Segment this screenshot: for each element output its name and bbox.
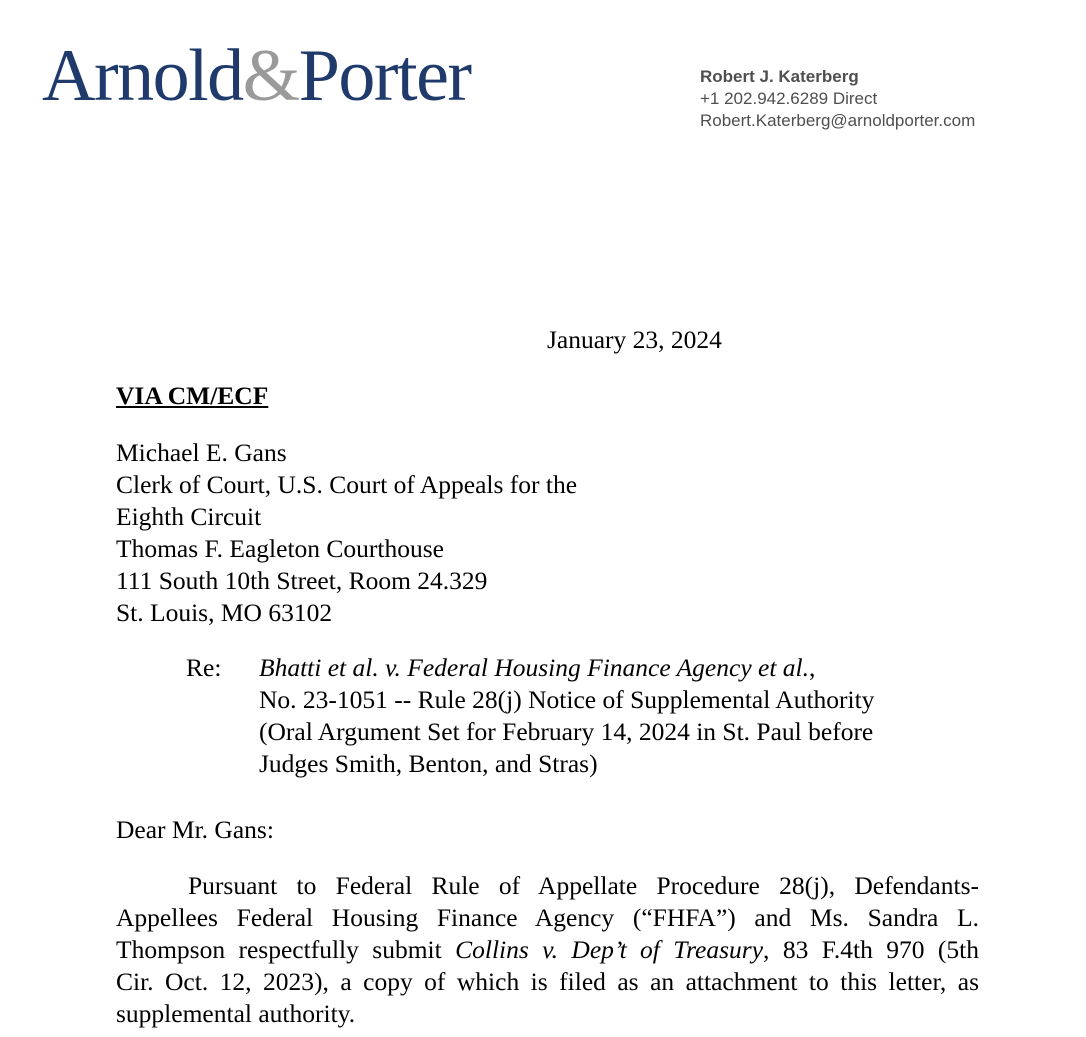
body-line: Cir. Oct. 12, 2023), a copy of which is filed as an attachment to this letter, as <box>116 967 979 996</box>
body-line: Pursuant to Federal Rule of Appellate Procedure 28(j), Defendants- <box>188 871 979 900</box>
sender-name: Robert J. Katerberg <box>700 67 859 86</box>
address-line: Michael E. Gans <box>116 438 287 467</box>
re-line: Judges Smith, Benton, and Stras) <box>259 749 598 778</box>
sender-phone: +1 202.942.6289 Direct <box>700 89 878 108</box>
body-line: Appellees Federal Housing Finance Agency (“FHFA”) and Ms. Sandra L. <box>116 903 979 932</box>
sender-email: Robert.Katerberg@arnoldporter.com <box>700 111 976 130</box>
body-text: Thompson respectfully submit <box>116 935 456 964</box>
re-label: Re: <box>186 653 222 682</box>
address-line: Clerk of Court, U.S. Court of Appeals for the <box>116 470 578 499</box>
sender-contact-block <box>700 66 975 132</box>
cited-case: Collins v. Dep’t of Treasury <box>455 935 764 964</box>
case-name-suffix: , <box>809 653 816 682</box>
salutation: Dear Mr. Gans: <box>116 815 274 844</box>
recipient-address <box>116 437 577 629</box>
letter-date: January 23, 2024 <box>547 325 722 354</box>
re-line-case <box>259 652 979 684</box>
re-line: (Oral Argument Set for February 14, 2024 in St. Paul before <box>259 717 874 746</box>
logo-text-porter: Porter <box>298 35 471 117</box>
logo-text-arnold: Arnold <box>42 35 243 117</box>
case-name: Bhatti et al. v. Federal Housing Finance Agency et al. <box>259 653 809 682</box>
body-text: , 83 F.4th 970 (5th <box>763 935 979 964</box>
body-line: supplemental authority. <box>116 999 356 1028</box>
address-line: St. Louis, MO 63102 <box>116 598 333 627</box>
delivery-method: VIA CM/ECF <box>116 381 269 410</box>
address-line: Thomas F. Eagleton Courthouse <box>116 534 445 563</box>
logo-ampersand: & <box>242 35 299 117</box>
re-subject <box>259 652 979 780</box>
body-line <box>116 934 979 966</box>
re-line: No. 23-1051 -- Rule 28(j) Notice of Supplemental Authority <box>259 685 875 714</box>
firm-logo <box>42 36 471 116</box>
body-paragraph <box>116 870 979 1030</box>
address-line: 111 South 10th Street, Room 24.329 <box>116 566 488 595</box>
address-line: Eighth Circuit <box>116 502 262 531</box>
